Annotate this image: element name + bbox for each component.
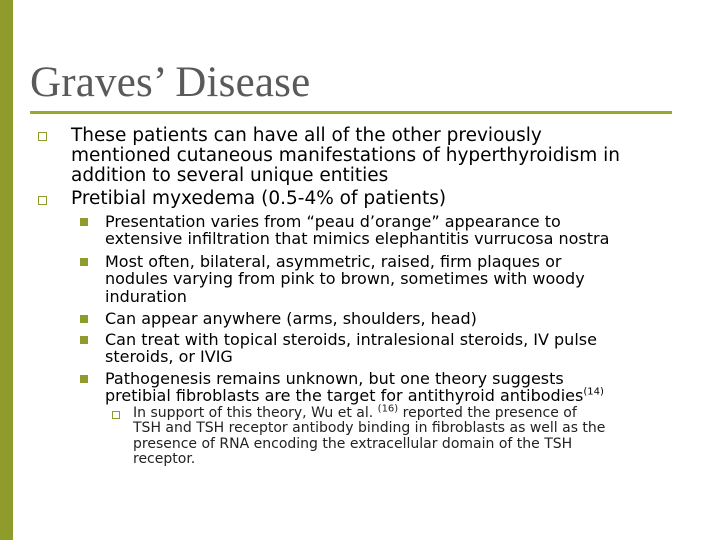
citation-superscript: (14) xyxy=(583,386,604,398)
title-divider xyxy=(30,111,672,114)
bullet-level1: These patients can have all of the other previously mentioned cutaneous manifestations of hyperthyroidism in addition to several unique entities xyxy=(71,125,621,186)
bullet-filled-square-icon xyxy=(80,336,88,344)
bullet-level2: Can appear anywhere (arms, shoulders, head) xyxy=(105,309,477,328)
bullet-square-icon xyxy=(112,411,120,419)
bullet-filled-square-icon xyxy=(80,258,88,266)
bullet-level2 xyxy=(105,370,715,405)
bullet-square-icon xyxy=(38,132,47,141)
citation-superscript: (16) xyxy=(377,403,399,415)
bullet-level1: Pretibial myxedema (0.5-4% of patients) xyxy=(71,188,447,209)
bullet-filled-square-icon xyxy=(80,375,88,383)
bullet-filled-square-icon xyxy=(80,315,88,323)
left-accent-bar xyxy=(0,0,13,540)
bullet-level2-text: Pathogenesis remains unknown, but one theory suggests pretibial fibroblasts are the target for antithyroid antibodies xyxy=(105,369,584,406)
bullet-level3-text-b: reported the presence of TSH and TSH receptor antibody binding in fibroblasts as well as the presence of RNA encoding the extracellular domain of the TSH receptor. xyxy=(133,405,606,467)
bullet-level3 xyxy=(133,403,708,467)
bullet-level3-text-a: In support of this theory, Wu et al. xyxy=(133,405,378,421)
bullet-level2: Can treat with topical steroids, intralesional steroids, IV pulse steroids, or IVIG xyxy=(105,330,597,367)
slide-title: Graves’ Disease xyxy=(30,59,311,106)
bullet-square-icon xyxy=(38,196,47,205)
bullet-filled-square-icon xyxy=(80,218,88,226)
bullet-level2: Most often, bilateral, asymmetric, raised, firm plaques or nodules varying from pink to brown, sometimes with woody induration xyxy=(105,252,585,306)
bullet-level2: Presentation varies from “peau d’orange” appearance to extensive infiltration that mimics elephantitis vurrucosa nostra xyxy=(105,212,610,249)
